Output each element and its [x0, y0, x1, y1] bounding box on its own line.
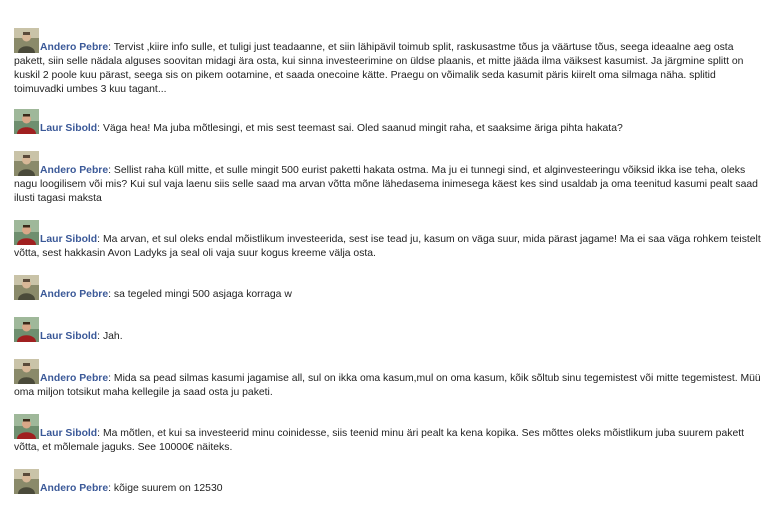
author-separator: : [108, 42, 112, 53]
chat-message [14, 151, 766, 206]
laur-avatar[interactable] [14, 109, 39, 134]
andero-avatar[interactable] [14, 359, 39, 384]
author-separator: : [97, 234, 101, 245]
chat-message [14, 275, 766, 302]
chat-message [14, 414, 766, 455]
laur-avatar[interactable] [14, 414, 39, 439]
author-separator: : [97, 428, 101, 439]
author-separator: : [108, 289, 112, 300]
chat-message [14, 469, 766, 496]
chat-message [14, 359, 766, 400]
chat-message [14, 109, 766, 136]
message-author[interactable]: Andero Pebre [40, 373, 109, 384]
message-text: Mida sa pead silmas kasumi jagamise all, sul on ikka oma kasum,mul on oma kasum, kõik sõltub sinu tegemistest või mitte tegemistest. Müü oma miljon totsikut maha kellegile ja saad osta ju paketi. [14, 373, 761, 398]
message-author[interactable]: Andero Pebre [40, 483, 109, 494]
chat-message [14, 220, 766, 261]
chat-message [14, 317, 766, 344]
message-text: Sellist raha küll mitte, et sulle mingit 500 eurist paketti hakata ostma. Ma ju ei tunnegi sind, et alginvesteeringu võiksid ikka ise teha, oleks nagu loogilisem või mis? Kui sul vaja laenu siis selle saad ma arvan võtta mõne lähedasema inimesega käest kes sind usaldab ja oma teenitud kasumi pealt saad ilusti tagasi maksta [14, 165, 758, 204]
author-separator: : [97, 331, 101, 342]
laur-avatar[interactable] [14, 220, 39, 245]
chat-message [14, 28, 766, 97]
message-text: Tervist ,kiire info sulle, et tuligi just teadaanne, et siin lähipävil toimub split, raskusastme tõus ja väärtuse tõus, seega ideaalne aeg osta pakett, siin selle nädala alguses soovitan midagi ära osta, kui sinna investeerimine on üldse plaanis, et mitte jääda ilma väiksest kasumist. Ja järgmine splitt on kuskil 2 poole kuu pärast, seega sis on pikem ootamine, et saada onecoine kätte. Praegu on võimalik seda kasumit päris kiirelt oma silmaga näha. splitid toimuvadki umbes 3 kuu tagant... [14, 42, 744, 95]
author-separator: : [108, 165, 112, 176]
author-separator: : [97, 123, 101, 134]
message-author[interactable]: Laur Sibold [40, 428, 98, 439]
message-author[interactable]: Andero Pebre [40, 42, 109, 53]
message-author[interactable]: Laur Sibold [40, 234, 98, 245]
andero-avatar[interactable] [14, 28, 39, 53]
message-text: Jah. [102, 331, 123, 342]
andero-avatar[interactable] [14, 469, 39, 494]
message-text: Väga hea! Ma juba mõtlesingi, et mis sest teemast sai. Oled saanud mingit raha, et saaksime äriga pihta hakata? [102, 123, 623, 134]
message-author[interactable]: Andero Pebre [40, 289, 109, 300]
message-author[interactable]: Laur Sibold [40, 123, 98, 134]
message-author[interactable]: Andero Pebre [40, 165, 109, 176]
author-separator: : [108, 373, 112, 384]
message-text: Ma arvan, et sul oleks endal mõistlikum investeerida, sest ise tead ju, kasum on väga suur, mida pärast jagame! Ma ei saa väga rohkem teistelt võtta, sest hakkasin Avon Ladyks ja seal oli vaja suur kogus kreeme välja osta. [14, 234, 761, 259]
andero-avatar[interactable] [14, 151, 39, 176]
andero-avatar[interactable] [14, 275, 39, 300]
laur-avatar[interactable] [14, 317, 39, 342]
message-author[interactable]: Laur Sibold [40, 331, 98, 342]
chat-log [14, 28, 766, 496]
author-separator: : [108, 483, 112, 494]
message-text: sa tegeled mingi 500 asjaga korraga w [113, 289, 292, 300]
message-text: kõige suurem on 12530 [113, 483, 223, 494]
message-text: Ma mõtlen, et kui sa investeerid minu coinidesse, siis teenid minu äri pealt ka kena kopika. Ses mõttes oleks mõistlikum juba suurem pakett võtta, et mõlemale jaguks. See 10000€ näiteks. [14, 428, 744, 453]
